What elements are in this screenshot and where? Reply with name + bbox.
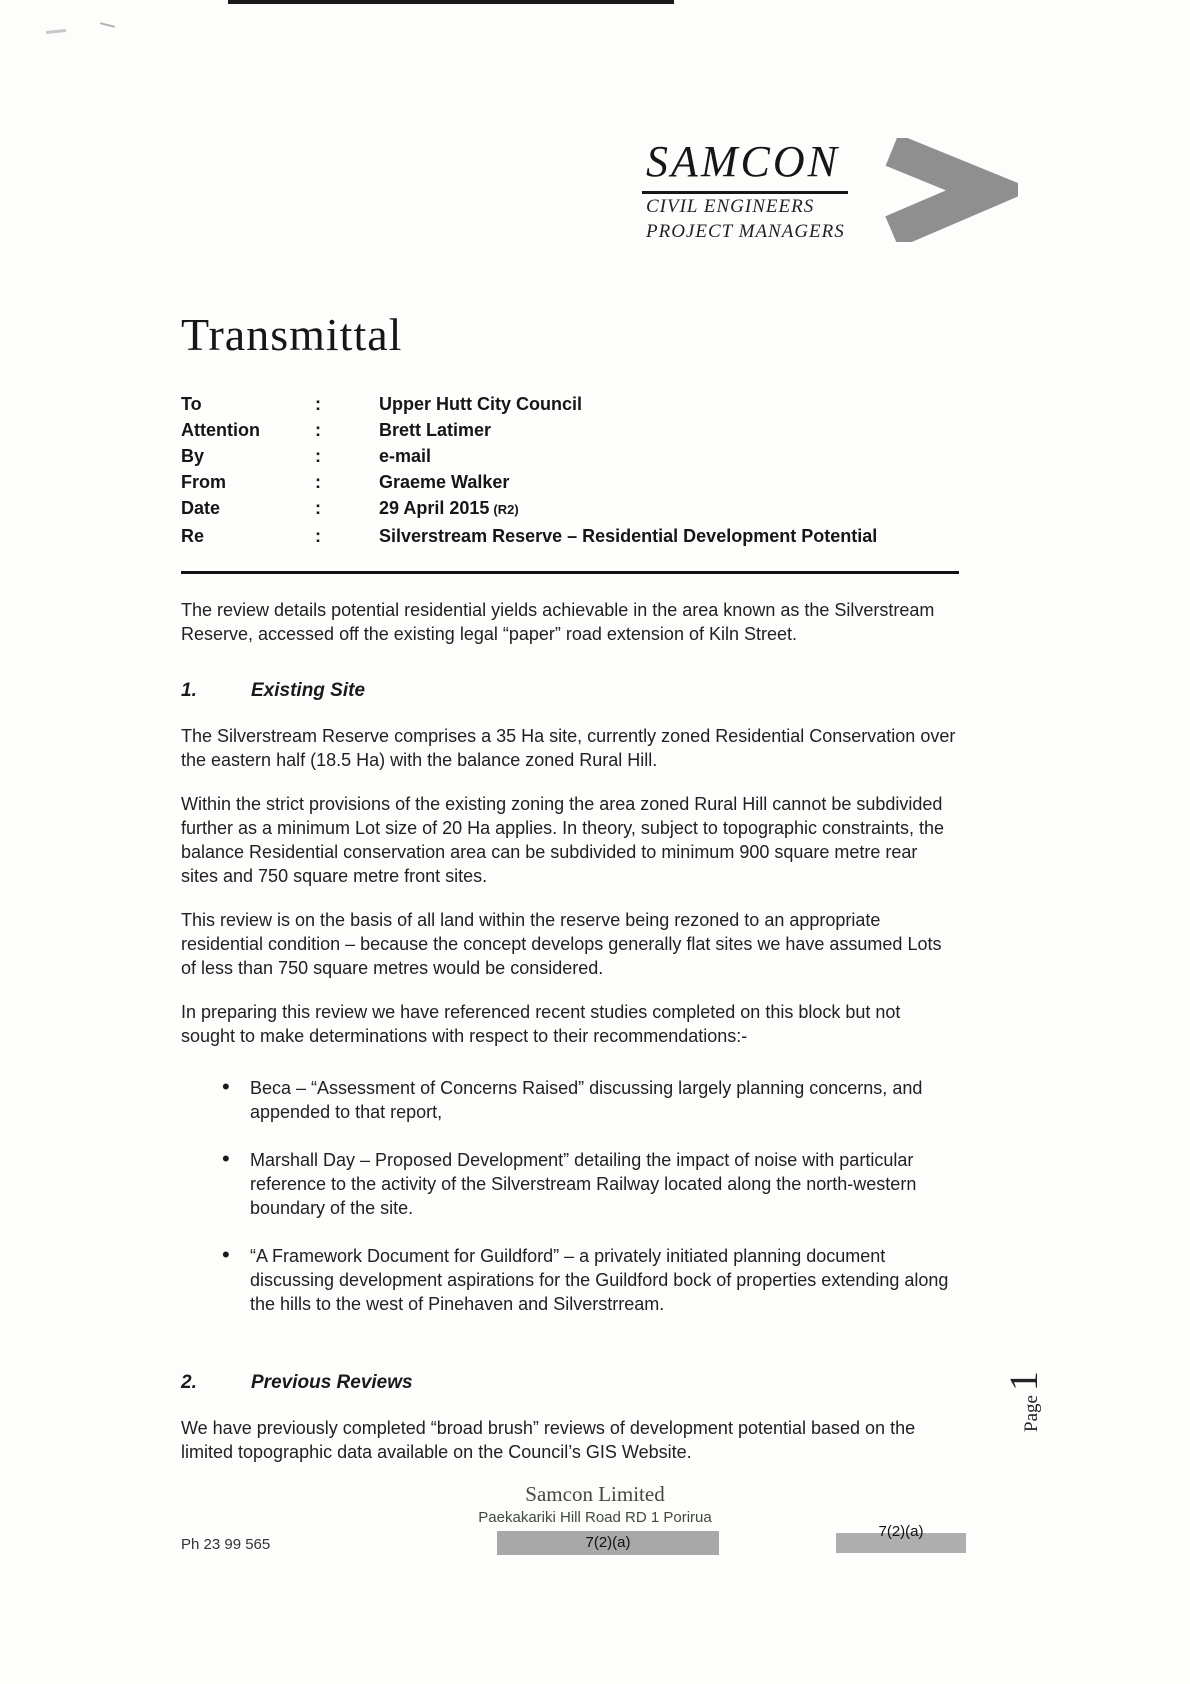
field-separator: :	[315, 394, 321, 414]
field-value-to: Upper Hutt City Council	[379, 394, 582, 414]
intro-paragraph: The review details potential residential yields achievable in the area known as the Silverstream Reserve, accessed off the existing legal “paper” road extension of Kiln Street.	[181, 600, 935, 644]
header-divider	[181, 571, 959, 574]
field-label-date: Date	[181, 498, 221, 518]
list-item-framework-document: • “A Framework Document for Guildford” – a privately initiated planning document discussing development aspirations for the Guildford bock of properties extending along the hills to the west of Pinehaven and Silverstrream.	[222, 1244, 959, 1316]
field-separator: :	[315, 446, 321, 466]
field-value-re: Silverstream Reserve – Residential Development Potential	[379, 526, 878, 546]
footer-company-name: Samcon Limited	[525, 1482, 665, 1506]
date-value: 29 April 2015	[379, 498, 490, 518]
logo-subtitle-civil-engineers: CIVIL ENGINEERS	[646, 196, 815, 217]
field-value-by: e-mail	[379, 446, 432, 466]
samcon-logo	[642, 136, 848, 244]
redaction-box-center: 7(2)(a)	[497, 1531, 719, 1555]
section-1-paragraph-1: The Silverstream Reserve comprises a 35 Ha site, currently zoned Residential Conservation over the eastern half (18.5 Ha) with the balance zoned Rural Hill.	[181, 726, 956, 770]
page-number: 1	[1001, 1371, 1046, 1392]
section-2-title: Previous Reviews	[251, 1372, 413, 1393]
field-separator: :	[315, 498, 321, 518]
document-title: Transmittal	[181, 309, 403, 360]
list-item-marshall-day: • Marshall Day – Proposed Development” detailing the impact of noise with particular reference to the activity of the Silverstream Railway located along the north-western boundary of the site.	[222, 1148, 959, 1220]
document-body	[181, 308, 959, 1484]
section-2-paragraph-1: We have previously completed “broad brush” reviews of development potential based on the limited topographic data available on the Council’s GIS Website.	[181, 1418, 916, 1462]
date-revision-note: (R2)	[493, 502, 519, 517]
field-separator: :	[315, 526, 321, 546]
section-1-number: 1.	[181, 680, 197, 701]
redaction-right-label: 7(2)(a)	[878, 1523, 924, 1540]
scan-smudge	[100, 22, 115, 28]
field-label-by: By	[181, 446, 205, 466]
field-value-attention: Brett Latimer	[379, 420, 492, 440]
field-label-re: Re	[181, 526, 205, 546]
logo-subtitle-project-managers: PROJECT MANAGERS	[646, 221, 845, 242]
document-footer	[0, 1482, 1190, 1602]
field-separator: :	[315, 420, 321, 440]
field-separator: :	[315, 472, 321, 492]
reference-studies-list	[222, 1076, 959, 1316]
section-2-number: 2.	[181, 1372, 197, 1393]
redaction-box-right	[836, 1523, 966, 1553]
scan-smudge	[46, 29, 66, 34]
logo-arrow-icon	[878, 138, 1018, 242]
section-1-heading	[181, 680, 959, 702]
field-value-from: Graeme Walker	[379, 472, 510, 492]
page-number-rotated	[1000, 1371, 1047, 1432]
scan-artifact-top-line	[228, 0, 674, 4]
field-label-to: To	[181, 394, 202, 414]
section-1-paragraph-3: This review is on the basis of all land within the reserve being rezoned to an appropriate residential condition – because the concept develops generally flat sites we have assumed Lots of less than 750 square metres would be considered.	[181, 910, 942, 978]
footer-phone: Ph 23 99 565	[181, 1536, 271, 1553]
section-1-paragraph-2: Within the strict provisions of the existing zoning the area zoned Rural Hill cannot be subdivided further as a minimum Lot size of 20 Ha applies. In theory, subject to topographic constraints, the balance Residential conservation area can be subdivided to minimum 900 square metre rear sites and 750 square metre front sites.	[181, 794, 945, 886]
list-item-beca: • Beca – “Assessment of Concerns Raised” discussing largely planning concerns, and appended to that report,	[222, 1076, 959, 1124]
transmittal-fields	[181, 391, 959, 549]
footer-address: Paekakariki Hill Road RD 1 Porirua	[478, 1509, 712, 1526]
page-word: Page	[1021, 1395, 1042, 1432]
field-label-attention: Attention	[181, 420, 260, 440]
section-1-title: Existing Site	[251, 680, 366, 701]
field-label-from: From	[181, 472, 226, 492]
field-value-date	[379, 495, 959, 523]
logo-company-name: SAMCON	[642, 136, 848, 194]
section-1-paragraph-4: In preparing this review we have referenced recent studies completed on this block but not sought to make determinations with respect to their recommendations:-	[181, 1002, 901, 1046]
section-2-heading	[181, 1372, 959, 1394]
